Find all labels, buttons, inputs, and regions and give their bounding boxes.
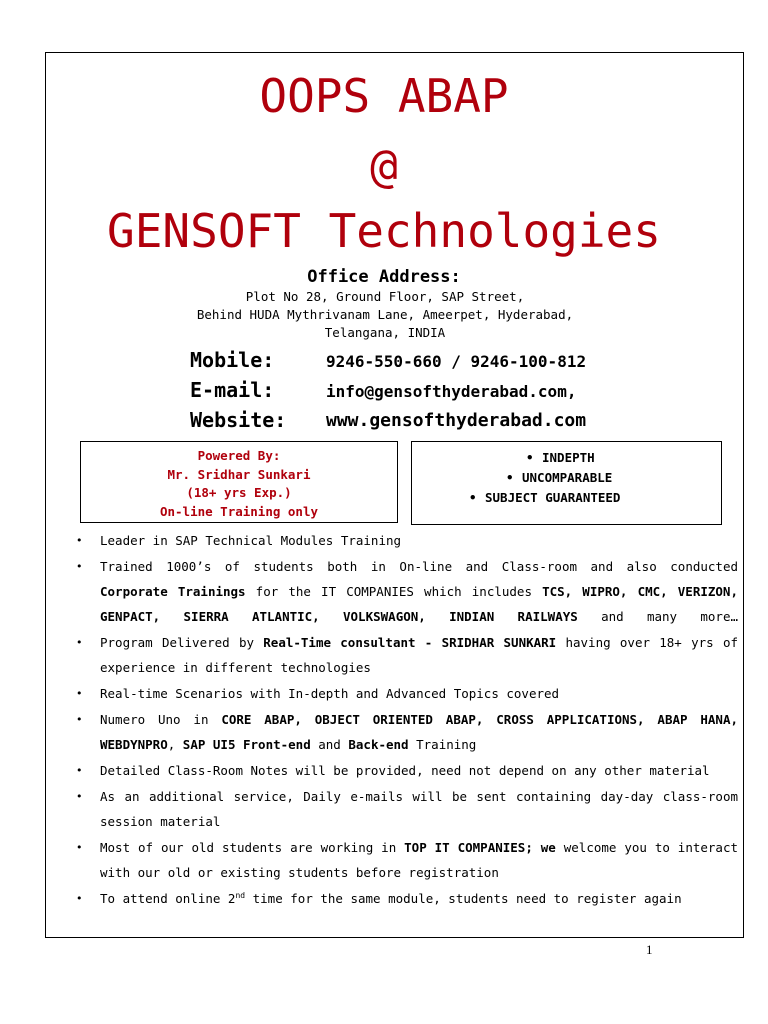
page-number: 1: [646, 942, 653, 957]
list-item: • As an additional service, Daily e-mails will be sent containing day-day class-room session material: [74, 784, 738, 834]
powered-by-heading: Powered By:: [197, 448, 281, 463]
list-item: • Program Delivered by Real-Time consultant - SRIDHAR SUNKARI having over 18+ yrs of experience in different technologies: [74, 630, 738, 680]
title-at-sign: @: [370, 139, 398, 193]
highlights-list: [74, 528, 738, 912]
bullet-icon: •: [76, 636, 83, 649]
mobile-value: 9246-550-660 / 9246-100-812: [326, 352, 587, 371]
bullet-icon: •: [76, 892, 83, 905]
list-item: • Detailed Class-Room Notes will be provided, need not depend on any other material: [74, 758, 738, 783]
bullet-icon: •: [469, 490, 477, 505]
email-label: E-mail:: [190, 378, 275, 402]
website-value: www.gensofthyderabad.com: [326, 410, 587, 431]
list-item: • Most of our old students are working in TOP IT COMPANIES; we welcome you to interact with our old or existing students before registration: [74, 835, 738, 885]
website-label: Website:: [190, 408, 287, 432]
address-line-1: Plot No 28, Ground Floor, SAP Street,: [245, 289, 525, 304]
list-item: • Trained 1000’s of students both in On-line and Class-room and also conducted Corporate Trainings for the IT COMPANIES which includes TCS, WIPRO, CMC, VERIZON, GENPACT, SIERRA ATLANTIC, VOLKSWAGON, INDIAN RAILWAYS and many more…: [74, 554, 738, 629]
mobile-label: Mobile:: [190, 348, 275, 372]
training-mode: On-line Training only: [159, 503, 319, 519]
features-list: [412, 448, 721, 508]
bullet-icon: •: [76, 841, 83, 854]
feature-item: • SUBJECT GUARANTEED: [412, 488, 721, 508]
bullet-icon: •: [526, 450, 534, 465]
powered-by-text: [81, 447, 397, 521]
bullet-icon: •: [76, 713, 83, 726]
bullet-icon: •: [76, 790, 83, 803]
list-item: • Leader in SAP Technical Modules Training: [74, 528, 738, 553]
address-line-3: Telangana, INDIA: [324, 325, 446, 340]
feature-item: • INDEPTH: [412, 448, 721, 468]
email-value: info@gensofthyderabad.com,: [326, 382, 577, 401]
feature-item: • UNCOMPARABLE: [412, 468, 721, 488]
title-company: GENSOFT Technologies: [107, 204, 661, 258]
list-item: • Numero Uno in CORE ABAP, OBJECT ORIENTED ABAP, CROSS APPLICATIONS, ABAP HANA, WEBDYNPRO, SAP UI5 Front-end and Back-end Training: [74, 707, 738, 757]
bullet-icon: •: [76, 534, 83, 547]
bullet-icon: •: [76, 764, 83, 777]
office-address-heading: Office Address:: [307, 267, 461, 287]
trainer-experience: (18+ yrs Exp.): [186, 485, 292, 500]
trainer-name: Mr. Sridhar Sunkari: [167, 466, 311, 482]
list-item: • To attend online 2nd time for the same module, students need to register again: [74, 886, 738, 911]
bullet-icon: •: [76, 687, 83, 700]
list-item: • Real-time Scenarios with In-depth and Advanced Topics covered: [74, 681, 738, 706]
features-box: [411, 441, 722, 525]
address-line-2: Behind HUDA Mythrivanam Lane, Ameerpet, Hyderabad,: [196, 307, 574, 322]
bullet-icon: •: [506, 470, 514, 485]
powered-by-box: [80, 441, 398, 523]
title-course: OOPS ABAP: [259, 69, 509, 123]
bullet-icon: •: [76, 560, 83, 573]
